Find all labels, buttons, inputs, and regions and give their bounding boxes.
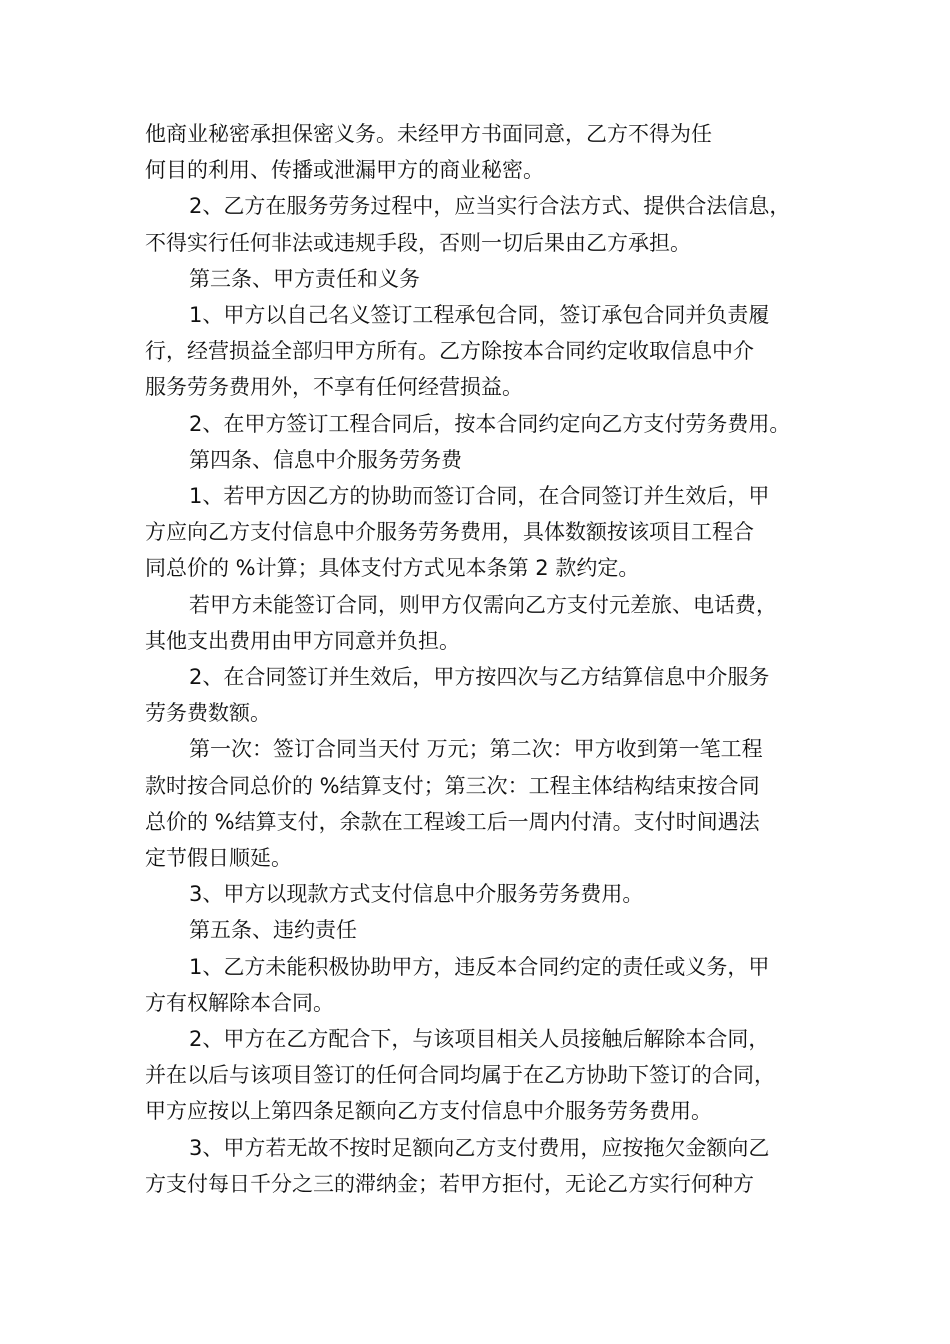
text-line: 服务劳务费用外，不享有任何经营损益。 [145, 375, 523, 400]
paragraph-p15 [145, 1130, 825, 1202]
text-line: 1、乙方未能积极协助甲方，违反本合同约定的责任或义务，甲 [189, 954, 770, 979]
text-line: 其他支出费用由甲方同意并负担。 [145, 628, 460, 653]
text-line: 第四条、信息中介服务劳务费 [189, 447, 462, 472]
text-line: 第五条、违约责任 [189, 918, 357, 943]
text-line: 同总价的 %计算；具体支付方式见本条第 2 款约定。 [145, 556, 640, 581]
paragraph-p1 [145, 116, 825, 188]
paragraph-p4 [145, 297, 825, 406]
paragraph-p7 [145, 478, 825, 587]
paragraph-p11 [145, 876, 825, 912]
paragraph-p12 [145, 912, 825, 948]
text-line: 何目的利用、传播或泄漏甲方的商业秘密。 [145, 158, 544, 183]
text-line: 不得实行任何非法或违规手段，否则一切后果由乙方承担。 [145, 230, 691, 255]
paragraph-p5 [145, 406, 825, 442]
paragraph-p14 [145, 1021, 825, 1130]
paragraph-p8 [145, 587, 825, 659]
text-line: 1、若甲方因乙方的协助而签订合同，在合同签订并生效后，甲 [189, 484, 770, 509]
text-line: 方支付每日千分之三的滞纳金；若甲方拒付，无论乙方实行何种方 [145, 1171, 754, 1196]
text-line: 款时按合同总价的 %结算支付；第三次：工程主体结构结束按合同 [145, 773, 760, 798]
text-line: 3、甲方以现款方式支付信息中介服务劳务费用。 [189, 882, 644, 907]
text-line: 定节假日顺延。 [145, 846, 292, 871]
paragraph-p6 [145, 442, 825, 478]
paragraph-p3 [145, 261, 825, 297]
text-line: 2、在合同签订并生效后，甲方按四次与乙方结算信息中介服务 [189, 665, 770, 690]
text-line: 3、甲方若无故不按时足额向乙方支付费用，应按拖欠金额向乙 [189, 1135, 770, 1160]
text-line: 1、甲方以自己名义签订工程承包合同，签订承包合同并负责履 [189, 303, 770, 328]
text-line: 若甲方未能签订合同，则甲方仅需向乙方支付元差旅、电话费， [189, 592, 777, 617]
document-body [145, 116, 825, 1202]
paragraph-p2 [145, 188, 825, 260]
text-line: 劳务费数额。 [145, 701, 271, 726]
text-line: 第一次：签订合同当天付 万元；第二次：甲方收到第一笔工程 [189, 737, 763, 762]
text-line: 方有权解除本合同。 [145, 990, 334, 1015]
text-line: 行，经营损益全部归甲方所有。乙方除按本合同约定收取信息中介 [145, 339, 754, 364]
text-line: 第三条、甲方责任和义务 [189, 266, 420, 291]
text-line: 2、在甲方签订工程合同后，按本合同约定向乙方支付劳务费用。 [189, 411, 791, 436]
text-line: 方应向乙方支付信息中介服务劳务费用，具体数额按该项目工程合 [145, 520, 754, 545]
paragraph-p13 [145, 949, 825, 1021]
paragraph-p10 [145, 731, 825, 876]
paragraph-p9 [145, 659, 825, 731]
text-line: 甲方应按以上第四条足额向乙方支付信息中介服务劳务费用。 [145, 1099, 712, 1124]
text-line: 2、乙方在服务劳务过程中，应当实行合法方式、提供合法信息， [189, 194, 791, 219]
text-line: 并在以后与该项目签订的任何合同均属于在乙方协助下签订的合同， [145, 1063, 775, 1088]
text-line: 总价的 %结算支付，余款在工程竣工后一周内付清。支付时间遇法 [145, 809, 760, 834]
text-line: 他商业秘密承担保密义务。未经甲方书面同意，乙方不得为任 [145, 122, 712, 146]
text-line: 2、甲方在乙方配合下，与该项目相关人员接触后解除本合同， [189, 1027, 770, 1052]
